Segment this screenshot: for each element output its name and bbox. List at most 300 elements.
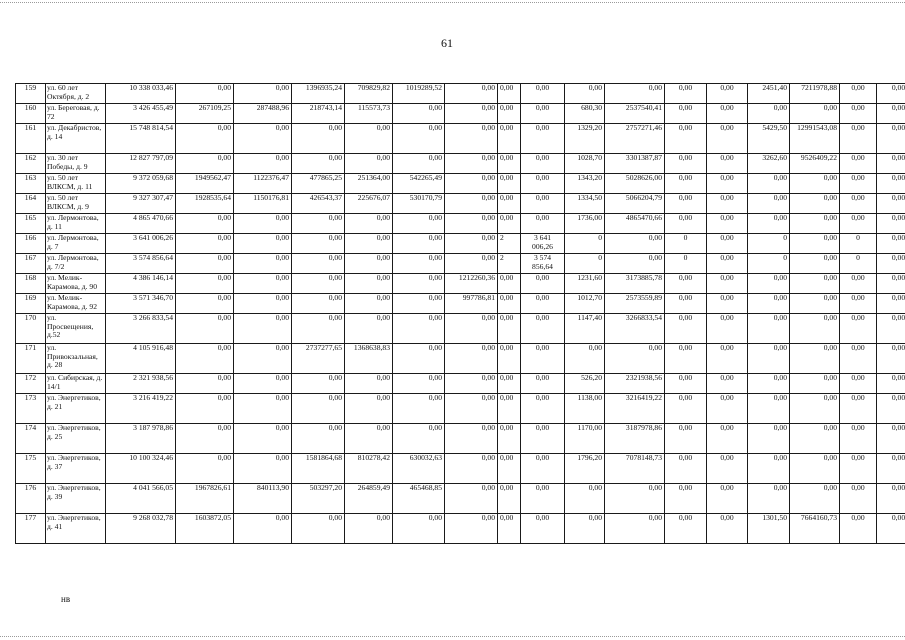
value-cell-c14: 0 [665,234,707,254]
value-cell-c11: 0,00 [521,514,565,544]
value-cell-c15: 0,00 [707,274,748,294]
value-cell-c14: 0,00 [665,454,707,484]
value-cell-c5: 0,00 [234,254,292,274]
address-cell: ул. Лермонтова, д. 7/2 [46,254,106,274]
value-cell-c18: 0 [840,234,877,254]
value-cell-c12: 0,00 [565,344,605,374]
footer-mark: нв [61,594,71,604]
total-cost-cell: 10 338 033,46 [106,84,176,104]
value-cell-c4: 0,00 [176,84,234,104]
value-cell-c7: 225676,07 [345,194,393,214]
value-cell-c8: 0,00 [393,314,445,344]
value-cell-c18: 0,00 [840,274,877,294]
page-number: 61 [441,36,453,50]
address-cell: ул. Энергетиков, д. 37 [46,454,106,484]
value-cell-c19: 0,00 [877,424,905,454]
value-cell-c12: 1343,20 [565,174,605,194]
value-cell-c5: 1122376,47 [234,174,292,194]
value-cell-c5: 0,00 [234,154,292,174]
total-cost-cell: 2 321 938,56 [106,374,176,394]
value-cell-c14: 0,00 [665,424,707,454]
value-cell-c16: 1301,50 [748,514,790,544]
value-cell-c8: 0,00 [393,344,445,374]
value-cell-c9: 0,00 [445,154,498,174]
total-cost-cell: 3 574 856,64 [106,254,176,274]
value-cell-c9: 0,00 [445,424,498,454]
value-cell-c18: 0,00 [840,424,877,454]
value-cell-c4: 1949562,47 [176,174,234,194]
row-number: 174 [16,424,46,454]
value-cell-c8: 0,00 [393,254,445,274]
value-cell-c12: 0,00 [565,514,605,544]
value-cell-c16: 0,00 [748,104,790,124]
value-cell-c10: 0,00 [498,214,521,234]
address-cell: ул. 50 лет ВЛКСМ, д. 11 [46,174,106,194]
value-cell-c5: 0,00 [234,344,292,374]
value-cell-c7: 1368638,83 [345,344,393,374]
address-cell: ул. Декабристов, д. 14 [46,124,106,154]
value-cell-c15: 0,00 [707,104,748,124]
value-cell-c12: 1170,00 [565,424,605,454]
value-cell-c19: 0,00 [877,124,905,154]
value-cell-c10: 0,00 [498,514,521,544]
value-cell-c18: 0 [840,254,877,274]
value-cell-c15: 0,00 [707,234,748,254]
value-cell-c5: 0,00 [234,274,292,294]
value-cell-c10: 0,00 [498,344,521,374]
value-cell-c11: 0,00 [521,124,565,154]
value-cell-c10: 0,00 [498,194,521,214]
value-cell-c18: 0,00 [840,344,877,374]
value-cell-c9: 0,00 [445,454,498,484]
total-cost-cell: 12 827 797,09 [106,154,176,174]
value-cell-c12: 1796,20 [565,454,605,484]
value-cell-c15: 0,00 [707,254,748,274]
total-cost-cell: 9 327 307,47 [106,194,176,214]
total-cost-cell: 15 748 814,54 [106,124,176,154]
value-cell-c19: 0,00 [877,274,905,294]
value-cell-c14: 0,00 [665,214,707,234]
total-cost-cell: 4 865 470,66 [106,214,176,234]
value-cell-c8: 0,00 [393,374,445,394]
value-cell-c7: 0,00 [345,374,393,394]
value-cell-c17: 0,00 [790,314,840,344]
value-cell-c5: 0,00 [234,84,292,104]
row-number: 163 [16,174,46,194]
value-cell-c7: 115573,73 [345,104,393,124]
value-cell-c8: 0,00 [393,104,445,124]
value-cell-c5: 0,00 [234,394,292,424]
value-cell-c13: 0,00 [605,84,665,104]
address-cell: ул. Мелик-Карамова, д. 90 [46,274,106,294]
value-cell-c18: 0,00 [840,124,877,154]
value-cell-c8: 0,00 [393,294,445,314]
value-cell-c19: 0,00 [877,234,905,254]
value-cell-c6: 0,00 [292,514,345,544]
address-cell: ул. Мелик-Карамова, д. 92 [46,294,106,314]
value-cell-c14: 0,00 [665,484,707,514]
value-cell-c16: 0,00 [748,484,790,514]
value-cell-c7: 810278,42 [345,454,393,484]
value-cell-c17: 9526409,22 [790,154,840,174]
value-cell-c9: 0,00 [445,314,498,344]
value-cell-c6: 218743,14 [292,104,345,124]
value-cell-c18: 0,00 [840,514,877,544]
value-cell-c6: 0,00 [292,254,345,274]
total-cost-cell: 10 100 324,46 [106,454,176,484]
value-cell-c17: 0,00 [790,194,840,214]
value-cell-c4: 1967826,61 [176,484,234,514]
value-cell-c14: 0,00 [665,374,707,394]
value-cell-c15: 0,00 [707,124,748,154]
value-cell-c7: 0,00 [345,424,393,454]
buildings-table [15,83,905,544]
address-cell: ул. 60 лет Октября, д. 2 [46,84,106,104]
value-cell-c4: 0,00 [176,274,234,294]
value-cell-c10: 0,00 [498,374,521,394]
value-cell-c6: 503297,20 [292,484,345,514]
value-cell-c15: 0,00 [707,294,748,314]
value-cell-c16: 0,00 [748,394,790,424]
value-cell-c8: 1019289,52 [393,84,445,104]
value-cell-c17: 0,00 [790,214,840,234]
value-cell-c5: 1150176,81 [234,194,292,214]
value-cell-c4: 267109,25 [176,104,234,124]
row-number: 167 [16,254,46,274]
value-cell-c10: 2 [498,254,521,274]
value-cell-c13: 3216419,22 [605,394,665,424]
address-cell: ул. 50 лет ВЛКСМ, д. 9 [46,194,106,214]
value-cell-c17: 0,00 [790,454,840,484]
value-cell-c16: 0,00 [748,214,790,234]
value-cell-c12: 0,00 [565,84,605,104]
value-cell-c14: 0,00 [665,294,707,314]
value-cell-c16: 0,00 [748,344,790,374]
value-cell-c13: 5066204,79 [605,194,665,214]
value-cell-c12: 0,00 [565,484,605,514]
value-cell-c15: 0,00 [707,484,748,514]
address-cell: ул. Сибирская, д. 14/1 [46,374,106,394]
value-cell-c8: 0,00 [393,514,445,544]
value-cell-c10: 0,00 [498,104,521,124]
address-cell: ул. Лермонтова, д. 11 [46,214,106,234]
value-cell-c5: 840113,90 [234,484,292,514]
row-number: 173 [16,394,46,424]
value-cell-c6: 477865,25 [292,174,345,194]
value-cell-c4: 0,00 [176,344,234,374]
value-cell-c10: 0,00 [498,124,521,154]
value-cell-c6: 1396935,24 [292,84,345,104]
total-cost-cell: 4 105 916,48 [106,344,176,374]
value-cell-c11: 0,00 [521,84,565,104]
table-row [16,214,905,234]
value-cell-c7: 0,00 [345,294,393,314]
table-row [16,84,905,104]
value-cell-c15: 0,00 [707,314,748,344]
address-cell: ул. Просвещения, д.52 [46,314,106,344]
value-cell-c18: 0,00 [840,174,877,194]
value-cell-c6: 0,00 [292,294,345,314]
value-cell-c4: 0,00 [176,394,234,424]
value-cell-c7: 709829,82 [345,84,393,104]
address-cell: ул. Лермонтова, д. 7 [46,234,106,254]
value-cell-c19: 0,00 [877,104,905,124]
value-cell-c13: 2757271,46 [605,124,665,154]
value-cell-c12: 680,30 [565,104,605,124]
table-row [16,454,905,484]
value-cell-c13: 3266833,54 [605,314,665,344]
value-cell-c15: 0,00 [707,424,748,454]
value-cell-c19: 0,00 [877,84,905,104]
value-cell-c9: 0,00 [445,194,498,214]
value-cell-c8: 0,00 [393,274,445,294]
value-cell-c15: 0,00 [707,374,748,394]
value-cell-c5: 0,00 [234,424,292,454]
value-cell-c13: 3301387,87 [605,154,665,174]
table-row [16,254,905,274]
row-number: 165 [16,214,46,234]
value-cell-c17: 0,00 [790,234,840,254]
value-cell-c18: 0,00 [840,484,877,514]
value-cell-c17: 0,00 [790,344,840,374]
value-cell-c17: 0,00 [790,254,840,274]
value-cell-c14: 0,00 [665,84,707,104]
value-cell-c19: 0,00 [877,174,905,194]
value-cell-c16: 0,00 [748,374,790,394]
value-cell-c10: 0,00 [498,84,521,104]
value-cell-c9: 0,00 [445,514,498,544]
value-cell-c17: 12991543,08 [790,124,840,154]
value-cell-c10: 0,00 [498,484,521,514]
value-cell-c9: 0,00 [445,484,498,514]
value-cell-c16: 0 [748,234,790,254]
value-cell-c19: 0,00 [877,254,905,274]
value-cell-c19: 0,00 [877,394,905,424]
value-cell-c13: 5028626,00 [605,174,665,194]
value-cell-c8: 0,00 [393,424,445,454]
value-cell-c4: 0,00 [176,154,234,174]
value-cell-c19: 0,00 [877,374,905,394]
value-cell-c14: 0,00 [665,344,707,374]
value-cell-c15: 0,00 [707,194,748,214]
value-cell-c5: 0,00 [234,454,292,484]
value-cell-c7: 0,00 [345,394,393,424]
table-row [16,374,905,394]
scan-bottom-edge [0,636,905,637]
row-number: 162 [16,154,46,174]
value-cell-c13: 3187978,86 [605,424,665,454]
value-cell-c16: 0 [748,254,790,274]
value-cell-c19: 0,00 [877,454,905,484]
value-cell-c17: 0,00 [790,394,840,424]
value-cell-c5: 0,00 [234,314,292,344]
value-cell-c8: 630032,63 [393,454,445,484]
value-cell-c5: 0,00 [234,214,292,234]
value-cell-c4: 0,00 [176,214,234,234]
value-cell-c13: 3173885,78 [605,274,665,294]
table-row [16,104,905,124]
value-cell-c11: 0,00 [521,294,565,314]
value-cell-c5: 0,00 [234,374,292,394]
value-cell-c8: 542265,49 [393,174,445,194]
row-number: 175 [16,454,46,484]
value-cell-c7: 0,00 [345,254,393,274]
value-cell-c10: 0,00 [498,154,521,174]
value-cell-c19: 0,00 [877,484,905,514]
value-cell-c18: 0,00 [840,374,877,394]
address-cell: ул. Береговая, д. 72 [46,104,106,124]
value-cell-c11: 0,00 [521,214,565,234]
address-cell: ул. Энергетиков, д. 25 [46,424,106,454]
value-cell-c7: 264859,49 [345,484,393,514]
total-cost-cell: 4 041 566,05 [106,484,176,514]
value-cell-c16: 0,00 [748,294,790,314]
value-cell-c8: 0,00 [393,234,445,254]
address-cell: ул. Энергетиков, д. 39 [46,484,106,514]
value-cell-c14: 0,00 [665,154,707,174]
value-cell-c7: 0,00 [345,124,393,154]
value-cell-c19: 0,00 [877,294,905,314]
value-cell-c12: 1028,70 [565,154,605,174]
total-cost-cell: 4 386 146,14 [106,274,176,294]
row-number: 164 [16,194,46,214]
value-cell-c11: 0,00 [521,274,565,294]
value-cell-c9: 1212260,36 [445,274,498,294]
value-cell-c16: 5429,50 [748,124,790,154]
value-cell-c18: 0,00 [840,314,877,344]
total-cost-cell: 3 187 978,86 [106,424,176,454]
table-row [16,124,905,154]
table-row [16,394,905,424]
total-cost-cell: 3 426 455,49 [106,104,176,124]
value-cell-c17: 0,00 [790,374,840,394]
value-cell-c4: 0,00 [176,424,234,454]
value-cell-c17: 7211978,88 [790,84,840,104]
value-cell-c14: 0 [665,254,707,274]
value-cell-c18: 0,00 [840,394,877,424]
total-cost-cell: 9 372 059,68 [106,174,176,194]
value-cell-c5: 287488,96 [234,104,292,124]
value-cell-c14: 0,00 [665,514,707,544]
total-cost-cell: 9 268 032,78 [106,514,176,544]
value-cell-c6: 0,00 [292,394,345,424]
value-cell-c14: 0,00 [665,194,707,214]
value-cell-c15: 0,00 [707,154,748,174]
value-cell-c11: 0,00 [521,154,565,174]
value-cell-c17: 7664160,73 [790,514,840,544]
value-cell-c16: 0,00 [748,274,790,294]
value-cell-c13: 0,00 [605,344,665,374]
value-cell-c19: 0,00 [877,514,905,544]
value-cell-c9: 0,00 [445,104,498,124]
table-row [16,314,905,344]
total-cost-cell: 3 216 419,22 [106,394,176,424]
value-cell-c16: 0,00 [748,174,790,194]
value-cell-c19: 0,00 [877,154,905,174]
value-cell-c11: 0,00 [521,194,565,214]
row-number: 168 [16,274,46,294]
value-cell-c6: 0,00 [292,124,345,154]
value-cell-c19: 0,00 [877,314,905,344]
row-number: 176 [16,484,46,514]
row-number: 172 [16,374,46,394]
value-cell-c6: 1581864,68 [292,454,345,484]
value-cell-c8: 0,00 [393,214,445,234]
value-cell-c14: 0,00 [665,104,707,124]
value-cell-c7: 0,00 [345,214,393,234]
value-cell-c13: 0,00 [605,234,665,254]
table-row [16,194,905,214]
value-cell-c17: 0,00 [790,174,840,194]
table-row [16,294,905,314]
value-cell-c7: 0,00 [345,154,393,174]
value-cell-c10: 0,00 [498,174,521,194]
value-cell-c16: 0,00 [748,454,790,484]
value-cell-c4: 0,00 [176,374,234,394]
value-cell-c9: 0,00 [445,344,498,374]
value-cell-c17: 0,00 [790,484,840,514]
value-cell-c6: 2737277,65 [292,344,345,374]
value-cell-c14: 0,00 [665,394,707,424]
row-number: 177 [16,514,46,544]
value-cell-c18: 0,00 [840,154,877,174]
value-cell-c17: 0,00 [790,424,840,454]
value-cell-c11: 0,00 [521,374,565,394]
value-cell-c5: 0,00 [234,294,292,314]
value-cell-c4: 1928535,64 [176,194,234,214]
value-cell-c10: 0,00 [498,394,521,424]
row-number: 159 [16,84,46,104]
value-cell-c12: 1329,20 [565,124,605,154]
row-number: 161 [16,124,46,154]
value-cell-c15: 0,00 [707,174,748,194]
value-cell-c19: 0,00 [877,194,905,214]
table-row [16,484,905,514]
value-cell-c9: 0,00 [445,374,498,394]
value-cell-c11: 0,00 [521,454,565,484]
value-cell-c9: 0,00 [445,254,498,274]
value-cell-c11: 0,00 [521,394,565,424]
value-cell-c18: 0,00 [840,104,877,124]
value-cell-c6: 0,00 [292,424,345,454]
value-cell-c6: 0,00 [292,374,345,394]
value-cell-c15: 0,00 [707,394,748,424]
value-cell-c18: 0,00 [840,294,877,314]
value-cell-c14: 0,00 [665,124,707,154]
value-cell-c15: 0,00 [707,344,748,374]
address-cell: ул. Энергетиков, д. 41 [46,514,106,544]
value-cell-c8: 465468,85 [393,484,445,514]
value-cell-c4: 0,00 [176,454,234,484]
value-cell-c11: 0,00 [521,424,565,454]
value-cell-c5: 0,00 [234,514,292,544]
value-cell-c9: 0,00 [445,214,498,234]
table-row [16,154,905,174]
value-cell-c18: 0,00 [840,214,877,234]
table-row [16,514,905,544]
value-cell-c17: 0,00 [790,274,840,294]
value-cell-c13: 0,00 [605,514,665,544]
value-cell-c12: 0 [565,234,605,254]
value-cell-c7: 0,00 [345,274,393,294]
value-cell-c6: 0,00 [292,314,345,344]
value-cell-c13: 0,00 [605,254,665,274]
value-cell-c12: 1334,50 [565,194,605,214]
address-cell: ул. Энергетиков, д. 21 [46,394,106,424]
value-cell-c16: 0,00 [748,314,790,344]
value-cell-c12: 1012,70 [565,294,605,314]
value-cell-c4: 0,00 [176,124,234,154]
